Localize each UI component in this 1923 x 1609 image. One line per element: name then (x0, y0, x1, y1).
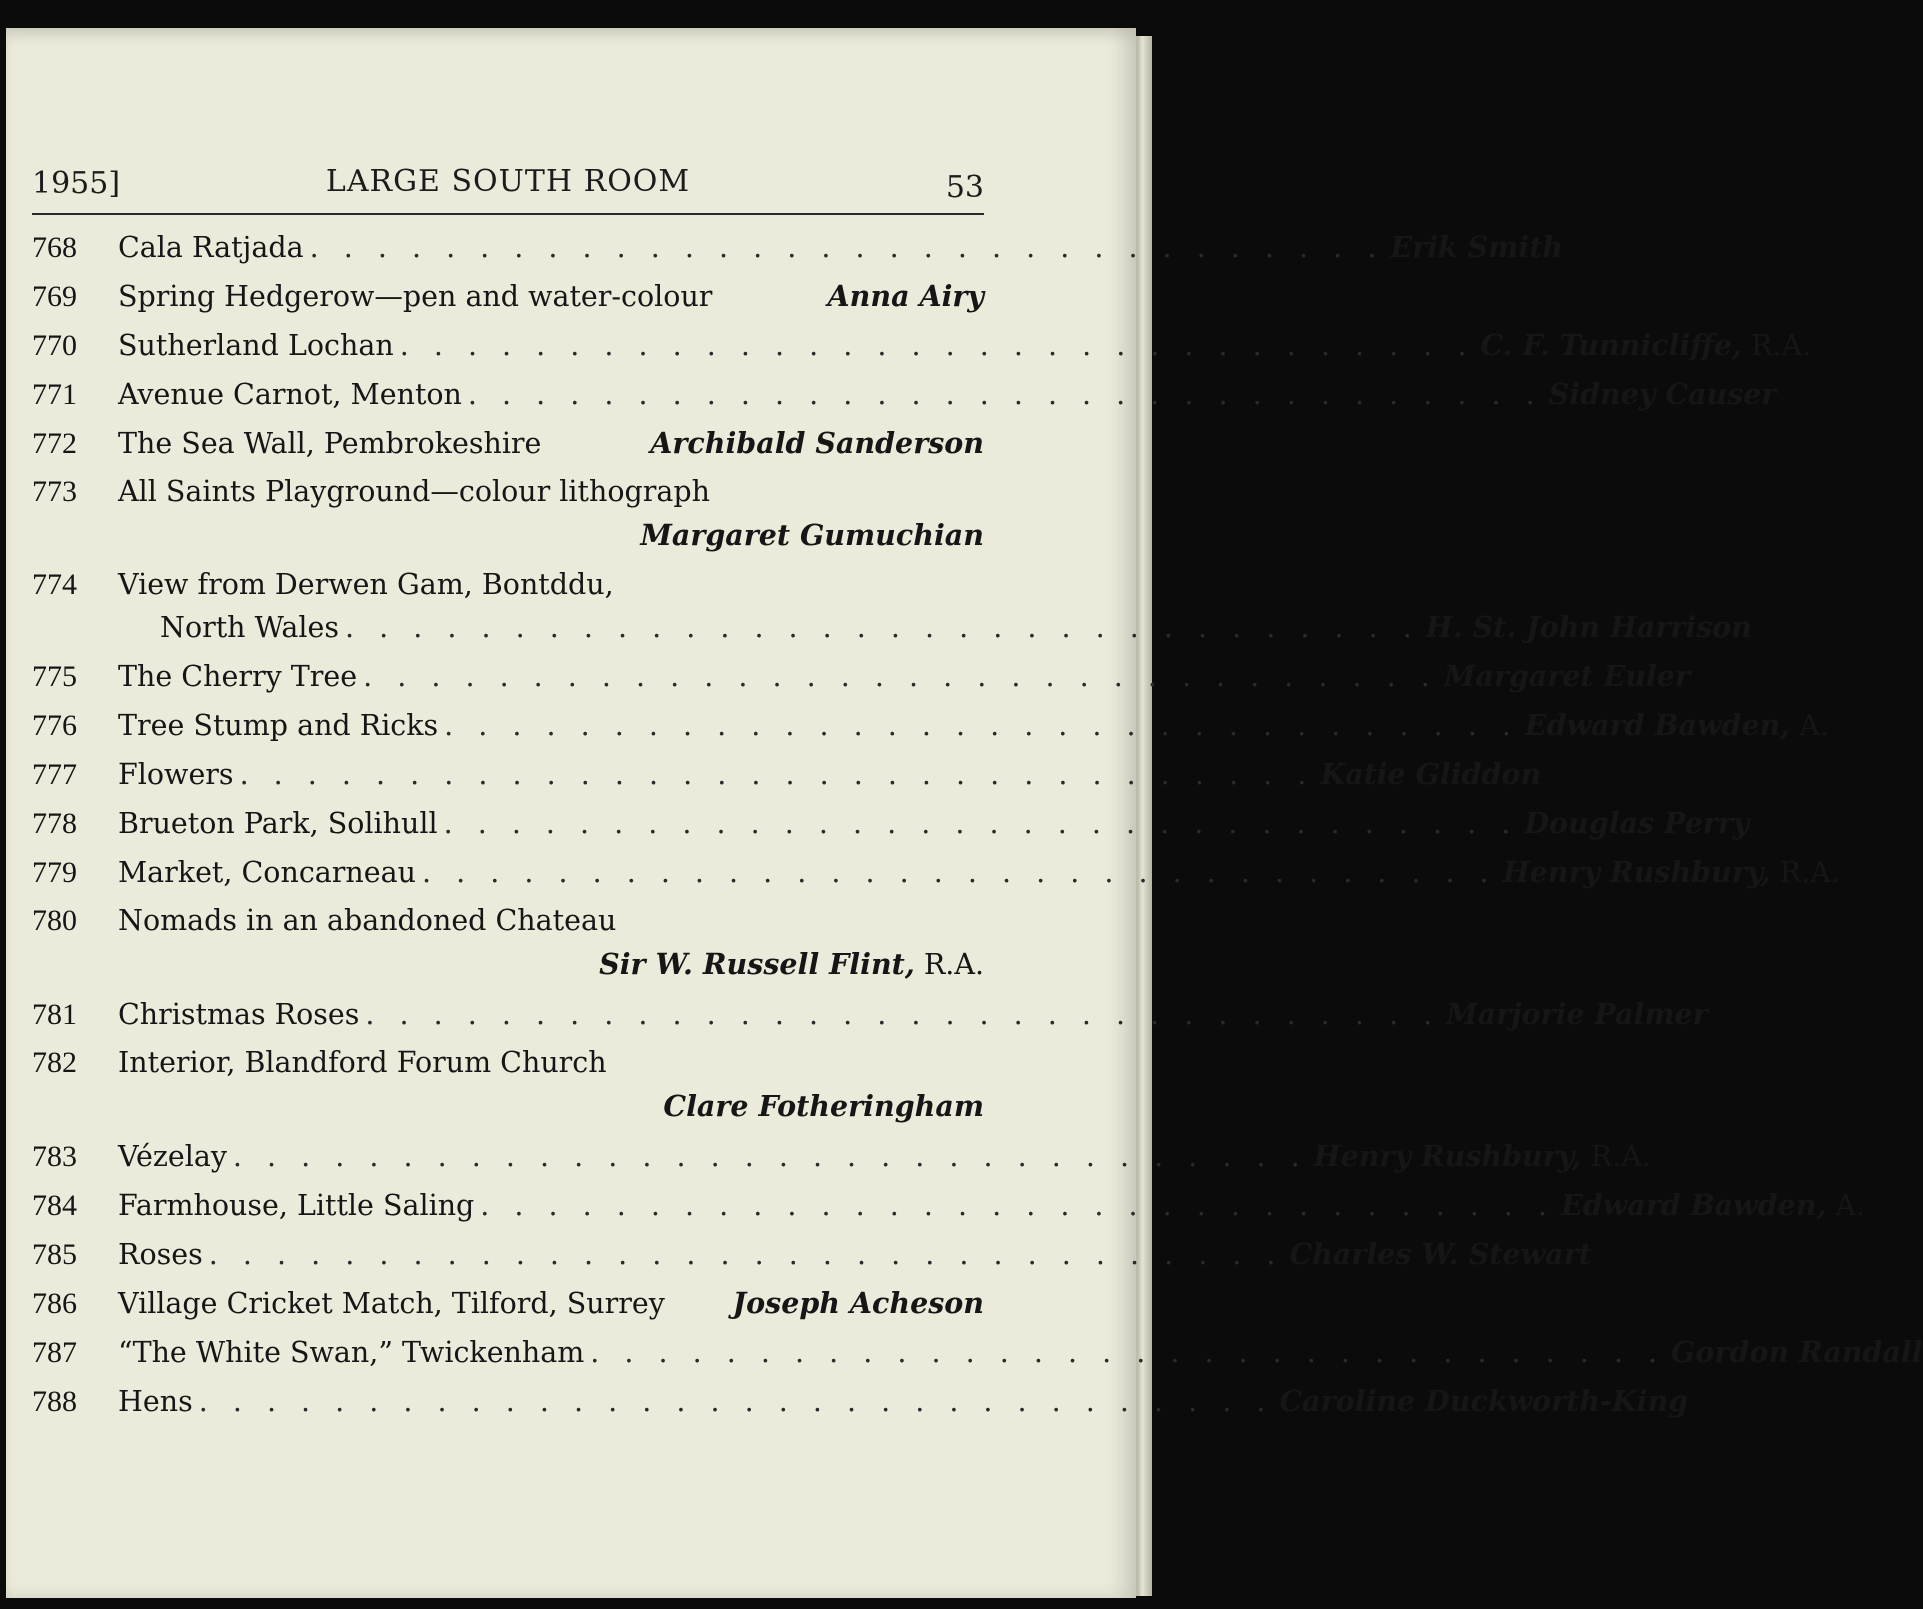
entry-title: Vézelay (118, 1140, 227, 1173)
entry-number: 781 (32, 998, 77, 1031)
entry-785 (32, 1230, 1592, 1279)
entry-title: The Sea Wall, Pembrokeshire (118, 427, 542, 460)
entry-number: 777 (32, 758, 77, 791)
entry-773 (32, 468, 984, 561)
dot-leader: . . . . . . . . . . . . . . . . . . . . . . . . . . . . . . . . (208, 1238, 1284, 1271)
entry-778 (32, 799, 1750, 848)
entry-number: 786 (32, 1287, 77, 1320)
entry-artist: Edward Bawden, A. (1524, 708, 1829, 742)
dot-leader: . . . . . . . . . . . . . . . . . . . . . . . . . . . . . . . . (467, 378, 1543, 411)
entry-title: Farmhouse, Little Saling (118, 1189, 475, 1222)
entry-770 (32, 321, 1812, 370)
entry-title: Spring Hedgerow—pen and water-colour (118, 280, 713, 313)
entry-title: View from Derwen Gam, Bontddu, (118, 568, 614, 601)
dot-leader: . . . . . . . . . . . . . . . . . . . . . . . . . . . . . . . . (399, 329, 1475, 362)
entry-artist: H. St. John Harrison (1425, 610, 1753, 644)
dot-leader: . . . . . . . . . . . . . . . . . . . . . . . . . . . . . . . . (365, 998, 1441, 1031)
entry-number: 771 (32, 378, 77, 411)
entry-artist: Katie Gliddon (1320, 757, 1542, 791)
dot-leader: . . . . . . . . . . . . . . . . . . . . . . . . . . . . . . . . (232, 1140, 1308, 1173)
entry-artist: Archibald Sanderson (650, 426, 984, 460)
entry-781 (32, 990, 1708, 1039)
entry-774 (32, 561, 1753, 652)
entry-artist: Anna Airy (827, 279, 984, 313)
entry-776 (32, 701, 1829, 750)
entry-number: 780 (32, 904, 77, 937)
entry-number: 788 (32, 1385, 77, 1418)
entry-786 (32, 1279, 984, 1328)
entry-artist: Clare Fotheringham (663, 1089, 984, 1123)
dot-leader: . . . . . . . . . . . . . . . . . . . . . . . . . . . . . . . . (590, 1336, 1666, 1369)
entry-artist: Margaret Euler (1443, 659, 1690, 693)
entry-title: Market, Concarneau (118, 856, 416, 889)
entry-title: Flowers (118, 758, 234, 791)
entry-number: 778 (32, 807, 77, 840)
entry-title: Sutherland Lochan (118, 329, 394, 362)
entry-title-continued: North Wales (160, 611, 340, 644)
entry-number: 774 (32, 568, 77, 601)
entry-list (32, 223, 1923, 1426)
entry-artist: Erik Smith (1390, 230, 1564, 264)
entry-artist: C. F. Tunnicliffe, R.A. (1480, 328, 1812, 362)
entry-artist: Sidney Causer (1548, 377, 1777, 411)
entry-title: Roses (118, 1238, 203, 1271)
dot-leader: . . . . . . . . . . . . . . . . . . . . . . . . . . . . . . . . (444, 709, 1519, 742)
entry-768 (32, 223, 1564, 272)
entry-artist: Charles W. Stewart (1289, 1237, 1592, 1271)
dot-leader: . . . . . . . . . . . . . . . . . . . . . . . . . . . . . . . . (480, 1189, 1556, 1222)
entry-787 (32, 1328, 1923, 1377)
entry-artist: Gordon Randall (1671, 1335, 1923, 1369)
entry-artist: Marjorie Palmer (1446, 997, 1708, 1031)
entry-title: Avenue Carnot, Menton (118, 378, 462, 411)
entry-number: 776 (32, 709, 77, 742)
dot-leader: . . . . . . . . . . . . . . . . . . . . . . . . . . . . . . . . (443, 807, 1519, 840)
entry-784 (32, 1181, 1866, 1230)
entry-number: 775 (32, 660, 77, 693)
entry-number: 770 (32, 329, 77, 362)
entry-769 (32, 272, 984, 321)
entry-772 (32, 419, 984, 468)
entry-title: Brueton Park, Solihull (118, 807, 438, 840)
entry-number: 787 (32, 1336, 77, 1369)
page-number: 53 (945, 170, 984, 205)
entry-number: 772 (32, 427, 77, 460)
dot-leader: . . . . . . . . . . . . . . . . . . . . . . . . . . . . . . . . (363, 660, 1438, 693)
entry-number: 768 (32, 231, 77, 264)
entry-783 (32, 1132, 1651, 1181)
entry-title: The Cherry Tree (118, 660, 358, 693)
entry-artist: Sir W. Russell Flint, R.A. (599, 947, 984, 981)
entry-number: 784 (32, 1189, 77, 1222)
running-header (32, 156, 984, 204)
entry-title: Christmas Roses (118, 998, 360, 1031)
entry-artist: Edward Bawden, A. (1561, 1188, 1866, 1222)
entry-title: Village Cricket Match, Tilford, Surrey (118, 1287, 665, 1320)
entry-title: Tree Stump and Ricks (118, 709, 439, 742)
dot-leader: . . . . . . . . . . . . . . . . . . . . . . . . . . . . . . . . (421, 856, 1497, 889)
entry-title: Interior, Blandford Forum Church (118, 1046, 607, 1079)
header-year: 1955] (32, 166, 121, 201)
entry-artist: Caroline Duckworth-King (1279, 1384, 1689, 1418)
entry-788 (32, 1377, 1689, 1426)
entry-title: Cala Ratjada (118, 231, 304, 264)
entry-number: 779 (32, 856, 77, 889)
dot-leader: . . . . . . . . . . . . . . . . . . . . . . . . . . . . . . . . (309, 231, 1385, 264)
entry-title: Nomads in an abandoned Chateau (118, 904, 617, 937)
entry-number: 783 (32, 1140, 77, 1173)
entry-artist: Douglas Perry (1524, 806, 1750, 840)
entry-number: 782 (32, 1046, 77, 1079)
entry-number: 785 (32, 1238, 77, 1271)
entry-777 (32, 750, 1542, 799)
dot-leader: . . . . . . . . . . . . . . . . . . . . . . . . . . . . . . . . (198, 1385, 1274, 1418)
entry-title: All Saints Playground—colour lithograph (118, 475, 710, 508)
dot-leader: . . . . . . . . . . . . . . . . . . . . . . . . . . . . . . . . (345, 611, 1420, 644)
catalogue-page (6, 28, 1923, 1598)
entry-771 (32, 370, 1777, 419)
entry-artist: Henry Rushbury, R.A. (1313, 1139, 1651, 1173)
entry-artist: Henry Rushbury, R.A. (1502, 855, 1840, 889)
entry-title: “The White Swan,” Twickenham (118, 1336, 585, 1369)
entry-artist: Margaret Gumuchian (640, 518, 984, 552)
header-rule (32, 213, 984, 215)
page-title: LARGE SOUTH ROOM (325, 164, 691, 199)
entry-number: 773 (32, 475, 77, 508)
entry-775 (32, 652, 1690, 701)
entry-782 (32, 1039, 984, 1132)
entry-title: Hens (118, 1385, 193, 1418)
entry-artist: Joseph Acheson (732, 1286, 984, 1320)
entry-779 (32, 848, 1840, 897)
entry-number: 769 (32, 280, 77, 313)
dot-leader: . . . . . . . . . . . . . . . . . . . . . . . . . . . . . . . . (239, 758, 1315, 791)
entry-780 (32, 897, 984, 990)
